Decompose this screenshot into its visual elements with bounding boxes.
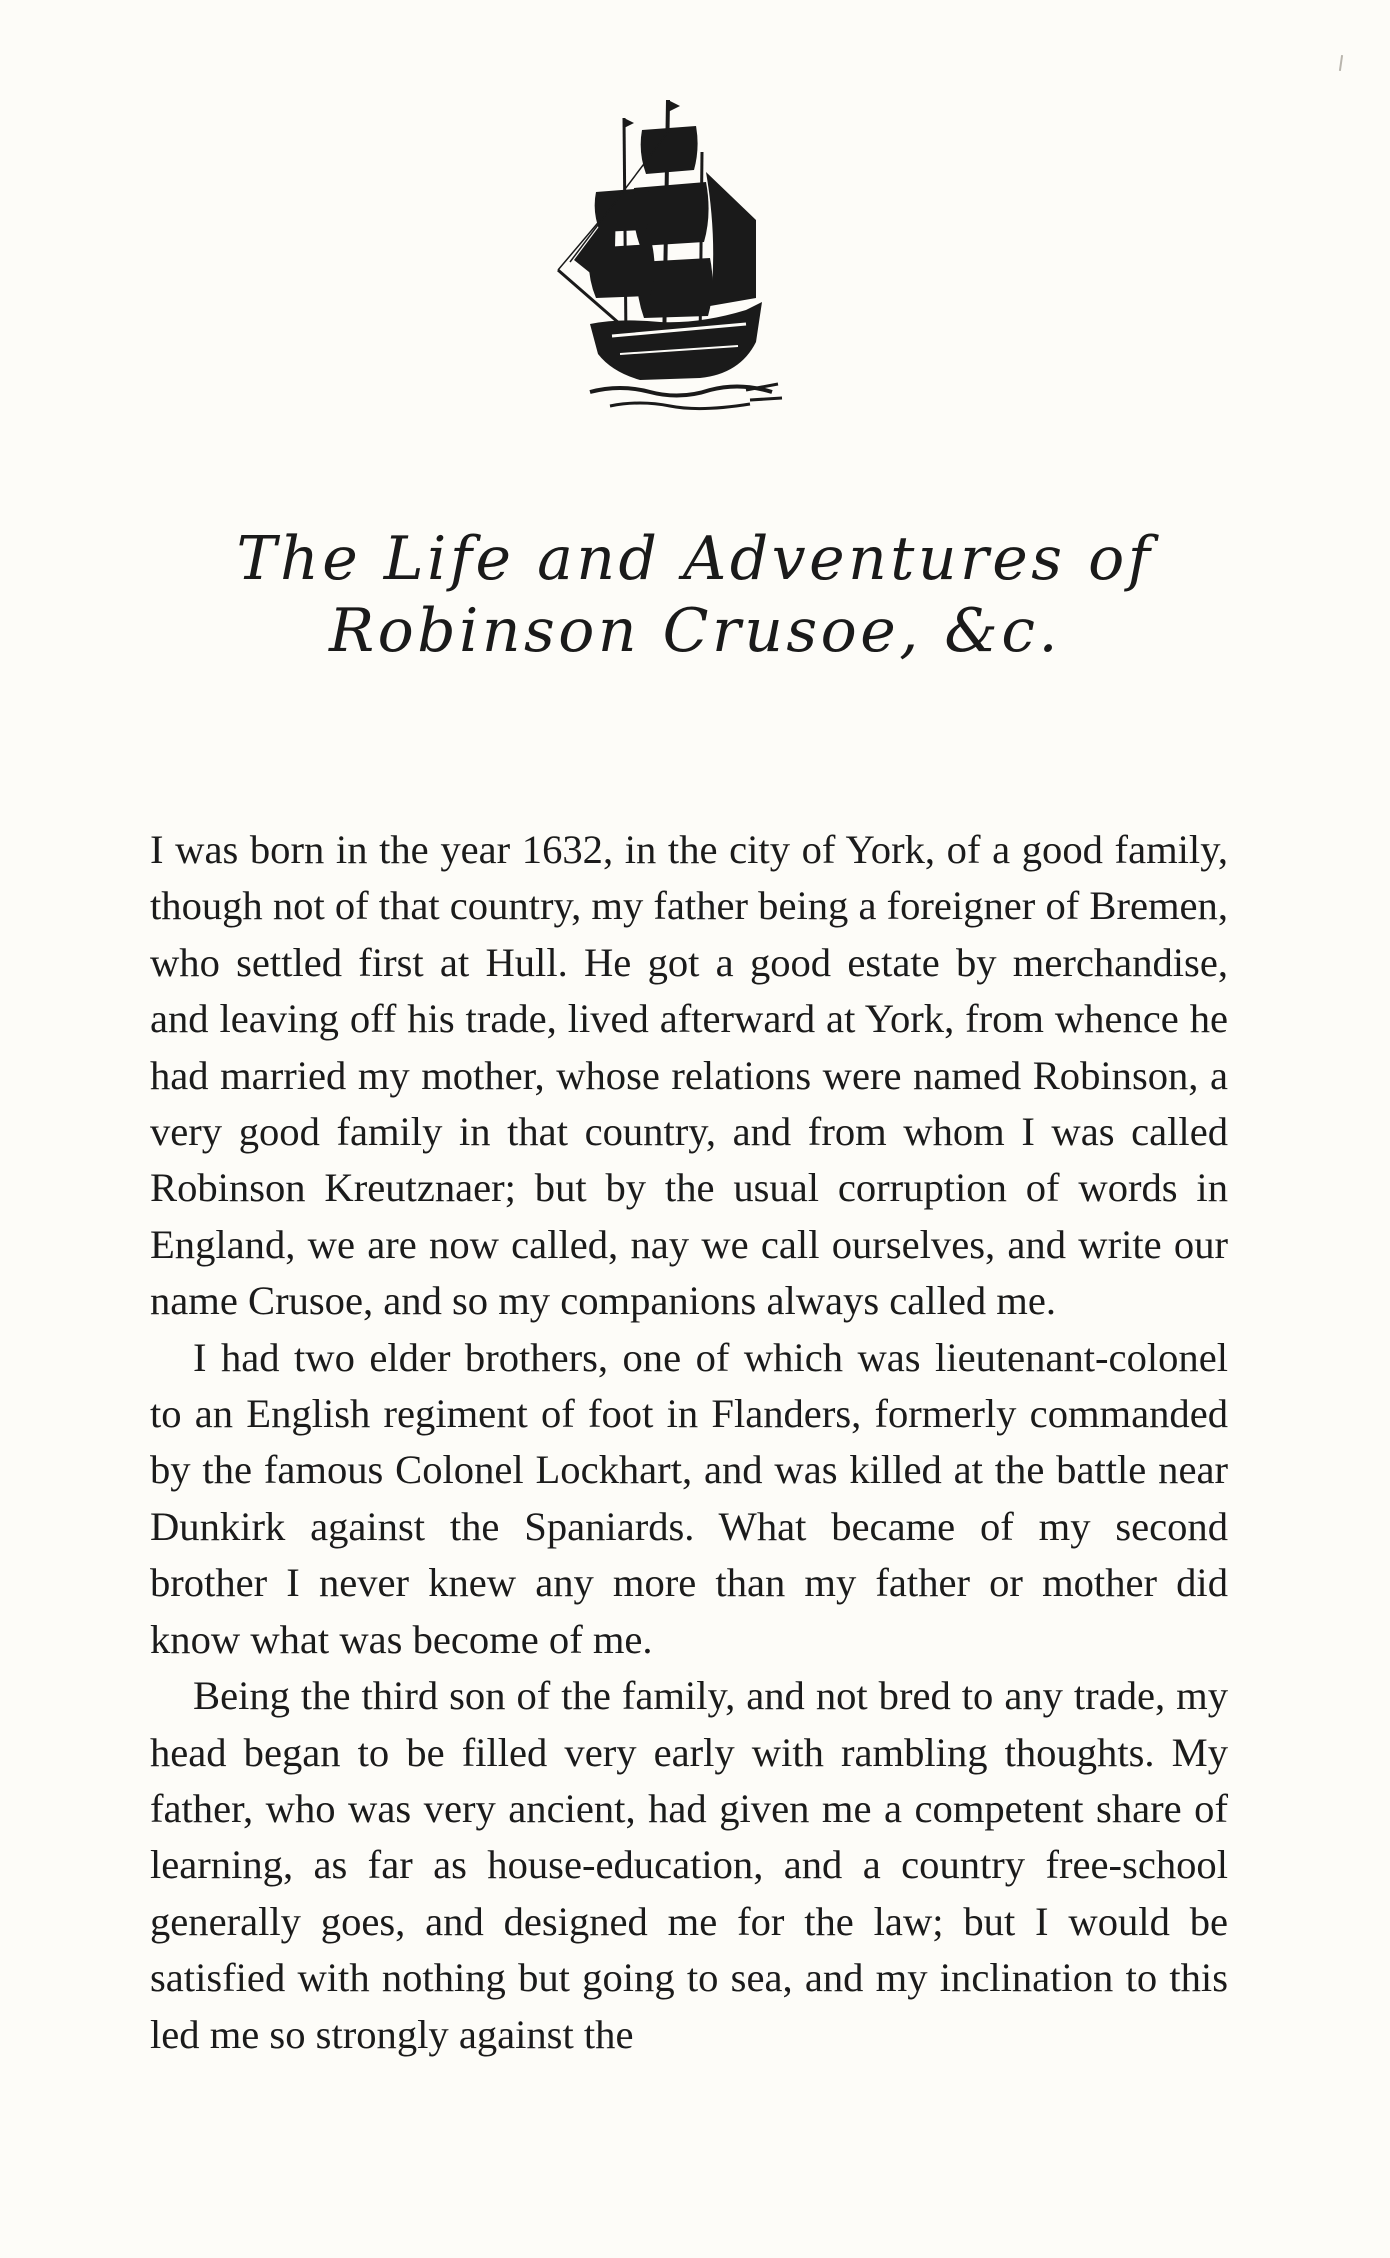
- title-line-1: The Life and Adventures of: [236, 524, 1154, 594]
- sailing-ship-icon: [550, 92, 810, 432]
- title-line-2: Robinson Crusoe, &c.: [328, 596, 1062, 666]
- body-text: [150, 822, 1228, 2063]
- paragraph-3: Being the third son of the family, and not bred to any trade, my head began to be filled very early with rambling thoughts. My father, who was very ancient, had given me a competent share of learning, as far as house-education, and a country free-school generally goes, and designed me for the law; but I would be satisfied with nothing but going to sea, and my inclination to this led me so strongly against the: [150, 1673, 1228, 2057]
- page-edge-mark: [1339, 55, 1343, 71]
- chapter-title: [220, 523, 1170, 667]
- sailing-ship-illustration: [550, 92, 810, 432]
- paragraph-2: I had two elder brothers, one of which was lieutenant-colonel to an English regiment of foot in Flanders, formerly commanded by the famous Colonel Lockhart, and was killed at the battle near Dunkirk against the Spaniards. What became of my second brother I never knew any more than my father or mother did know what was become of me.: [150, 1334, 1228, 1662]
- paragraph-1: I was born in the year 1632, in the city of York, of a good family, though not of that country, my father being a foreigner of Bremen, who settled first at Hull. He got a good estate by merchandise, and leaving off his trade, lived afterward at York, from whence he had married my mother, whose relations were named Robinson, a very good family in that country, and from whom I was called Robinson Kreutznaer; but by the usual corruption of words in England, we are now called, nay we call ourselves, and write our name Crusoe, and so my companions always called me.: [150, 827, 1228, 1324]
